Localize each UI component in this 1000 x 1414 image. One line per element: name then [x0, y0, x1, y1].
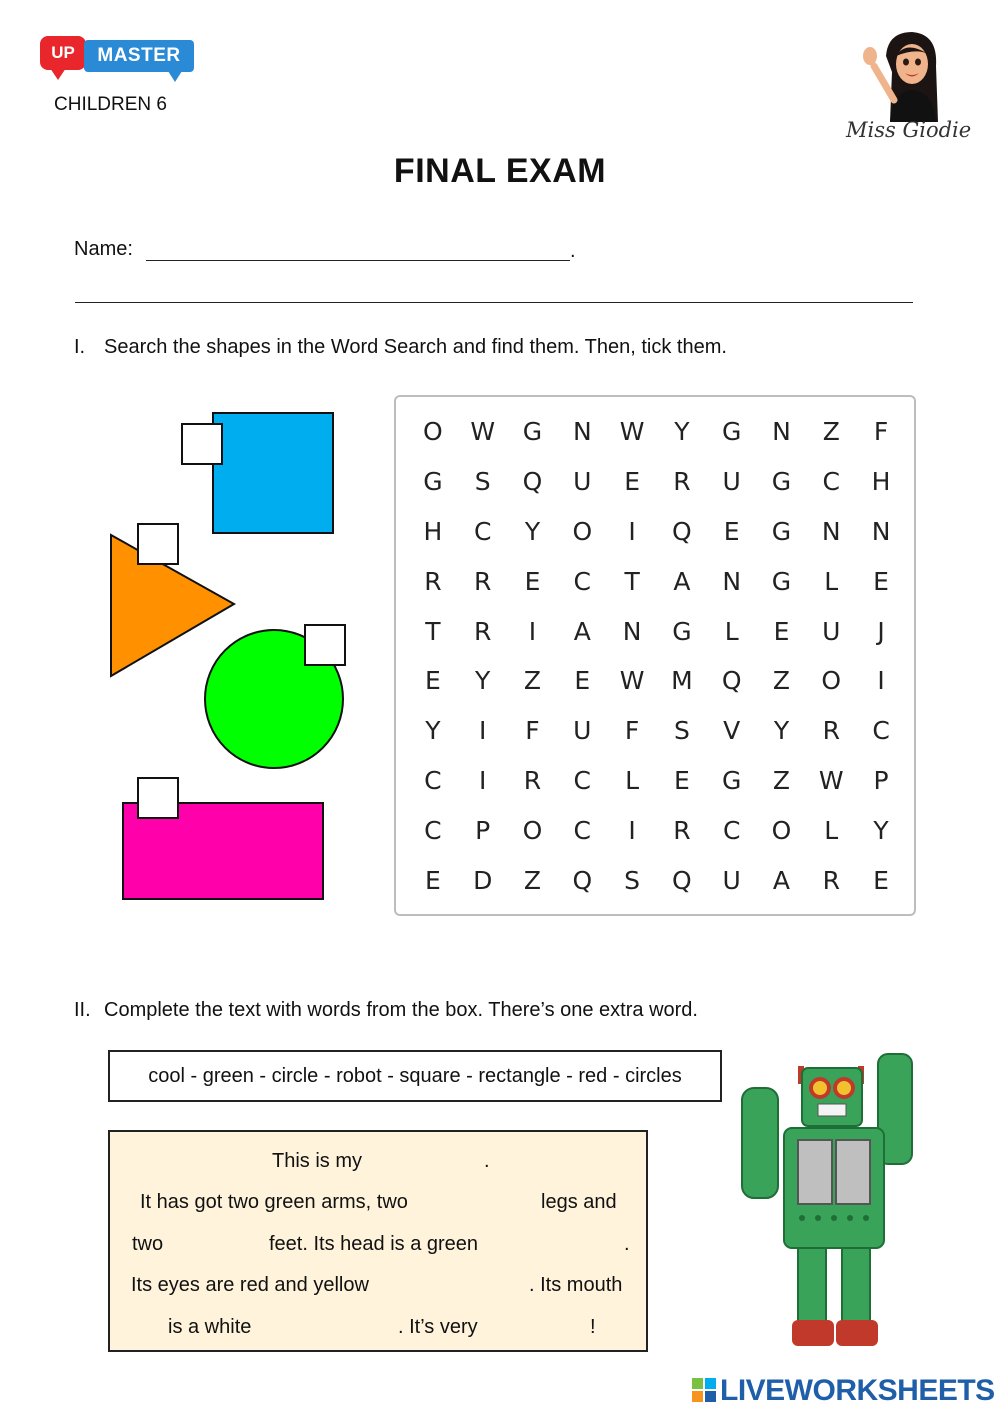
word-search-cell[interactable]: G	[771, 467, 792, 497]
word-search-cell[interactable]: N	[871, 516, 891, 546]
tickbox-square[interactable]	[181, 423, 223, 465]
word-search-cell[interactable]: U	[573, 467, 592, 497]
word-search-cell[interactable]: D	[473, 865, 493, 895]
blue-square-shape	[212, 412, 334, 534]
word-search-cell[interactable]: I	[528, 616, 537, 646]
passage-text: It has got two green arms, two	[140, 1191, 408, 1213]
word-search-cell[interactable]: R	[523, 765, 542, 795]
word-search-grid	[408, 407, 906, 905]
section2-number: II.	[74, 999, 91, 1021]
word-search-cell[interactable]: R	[673, 467, 691, 497]
word-search-cell[interactable]: R	[822, 865, 840, 895]
word-search-cell[interactable]: H	[423, 516, 443, 546]
passage-text: . It’s very	[398, 1316, 478, 1338]
word-search-cell[interactable]: Q	[672, 865, 692, 895]
teacher-signature: Miss Giodie	[846, 118, 972, 142]
word-search-cell[interactable]: N	[722, 566, 742, 596]
word-search-cell[interactable]: O	[572, 516, 593, 546]
word-search-cell[interactable]: W	[818, 765, 844, 795]
word-search-cell[interactable]: N	[622, 616, 642, 646]
word-search-box	[394, 395, 916, 916]
word-search-cell[interactable]: E	[425, 666, 441, 696]
word-search-cell[interactable]: Y	[674, 417, 690, 447]
passage-text: .	[624, 1233, 630, 1255]
word-search-cell[interactable]: E	[873, 865, 889, 895]
word-search-cell[interactable]: M	[671, 666, 693, 696]
word-search-cell[interactable]: E	[773, 616, 790, 646]
word-search-cell[interactable]: N	[821, 516, 841, 546]
word-search-cell[interactable]: E	[574, 666, 591, 696]
word-search-cell[interactable]: Z	[523, 666, 542, 696]
word-search-cell[interactable]: I	[479, 765, 487, 795]
word-search-cell[interactable]: N	[772, 417, 791, 447]
word-search-cell[interactable]: C	[822, 467, 840, 497]
word-search-cell[interactable]: L	[824, 566, 839, 596]
section1-number: I.	[74, 336, 86, 358]
word-search-cell[interactable]: I	[479, 716, 487, 746]
word-bank: cool - green - circle - robot - square - rectangle - red - circles	[108, 1050, 722, 1102]
logo-up-badge: UP	[40, 36, 86, 70]
blank-5[interactable]	[396, 1272, 528, 1296]
tickbox-rectangle[interactable]	[137, 777, 179, 819]
word-search-cell[interactable]: A	[573, 616, 591, 646]
word-search-cell[interactable]: O	[821, 666, 842, 696]
teacher-avatar-icon	[856, 26, 956, 126]
word-search-cell[interactable]: C	[424, 815, 442, 845]
word-search-cell[interactable]: C	[573, 815, 592, 845]
word-search-cell[interactable]: E	[723, 516, 740, 546]
blank-3[interactable]	[172, 1231, 268, 1255]
passage-text: legs and	[541, 1191, 617, 1213]
section2-instruction	[74, 999, 698, 1022]
word-search-cell[interactable]: I	[628, 815, 636, 845]
word-search-cell[interactable]: U	[722, 865, 741, 895]
word-search-cell[interactable]: Y	[524, 516, 541, 546]
word-search-cell[interactable]: G	[771, 566, 792, 596]
word-search-cell[interactable]: T	[624, 566, 640, 596]
word-search-cell[interactable]: F	[873, 417, 889, 447]
word-search-cell[interactable]: G	[423, 467, 443, 497]
word-search-cell[interactable]: U	[573, 716, 592, 746]
word-search-cell[interactable]: Q	[672, 516, 692, 546]
passage-box	[108, 1130, 648, 1352]
word-search-cell[interactable]: F	[624, 716, 640, 746]
word-search-cell[interactable]: Y	[873, 815, 889, 845]
word-search-cell[interactable]: C	[573, 566, 592, 596]
word-search-cell[interactable]: W	[619, 417, 645, 447]
word-search-cell[interactable]: H	[871, 467, 891, 497]
passage-text: .	[484, 1150, 490, 1172]
word-search-cell[interactable]: E	[425, 865, 441, 895]
word-search-cell[interactable]: O	[423, 417, 443, 447]
word-search-cell[interactable]: A	[772, 865, 791, 895]
divider	[75, 302, 913, 303]
word-search-cell[interactable]: U	[722, 467, 741, 497]
passage-text: . Its mouth	[529, 1274, 623, 1296]
word-search-cell[interactable]: Z	[822, 417, 840, 447]
upmaster-logo	[40, 36, 194, 88]
word-search-cell[interactable]: G	[771, 516, 792, 546]
blank-6[interactable]	[264, 1314, 396, 1338]
section1-instruction	[74, 336, 727, 359]
blank-2[interactable]	[436, 1189, 538, 1213]
word-search-cell[interactable]: V	[723, 716, 741, 746]
word-search-cell[interactable]: C	[473, 516, 492, 546]
word-search-cell[interactable]: E	[624, 467, 640, 497]
word-search-cell[interactable]: O	[522, 815, 543, 845]
word-search-cell[interactable]: C	[573, 765, 592, 795]
word-search-cell[interactable]: J	[877, 616, 885, 646]
name-label: Name:	[74, 238, 133, 260]
word-search-cell[interactable]: O	[771, 815, 792, 845]
word-search-cell[interactable]: S	[474, 467, 491, 497]
word-search-cell[interactable]: C	[872, 716, 890, 746]
word-search-cell[interactable]: P	[873, 765, 889, 795]
word-search-cell[interactable]: S	[673, 716, 690, 746]
blank-4[interactable]	[502, 1231, 622, 1255]
robot-illustration-icon	[738, 1048, 918, 1354]
word-search-cell[interactable]: Y	[425, 716, 441, 746]
word-search-cell[interactable]: G	[672, 616, 692, 646]
level-label: CHILDREN 6	[54, 94, 167, 115]
word-search-cell[interactable]: G	[522, 417, 543, 447]
word-search-cell[interactable]: R	[673, 815, 691, 845]
word-search-cell[interactable]: E	[524, 566, 541, 596]
word-search-cell[interactable]: Y	[475, 666, 491, 696]
word-search-cell[interactable]: Z	[523, 865, 542, 895]
word-search-cell[interactable]: C	[722, 815, 741, 845]
word-search-cell[interactable]: L	[724, 616, 739, 646]
passage-text: two	[132, 1233, 164, 1255]
word-search-cell[interactable]: Q	[721, 666, 742, 696]
word-search-cell[interactable]: Z	[772, 765, 791, 795]
passage-text: !	[590, 1316, 596, 1338]
tickbox-circle[interactable]	[304, 624, 346, 666]
word-search-cell[interactable]: G	[721, 765, 742, 795]
word-search-cell[interactable]: I	[628, 516, 636, 546]
word-search-cell[interactable]: T	[425, 616, 441, 646]
word-search-cell[interactable]: F	[525, 716, 540, 746]
word-search-cell[interactable]: R	[822, 716, 840, 746]
word-search-cell[interactable]: C	[424, 765, 442, 795]
word-search-cell[interactable]: Z	[772, 666, 791, 696]
word-search-cell[interactable]: Q	[522, 467, 543, 497]
liveworksheets-icon	[692, 1378, 716, 1402]
blank-7[interactable]	[496, 1314, 588, 1338]
word-search-cell[interactable]: L	[625, 765, 640, 795]
word-search-cell[interactable]: R	[474, 616, 492, 646]
page-title: FINAL EXAM	[393, 152, 607, 190]
word-search-cell[interactable]: W	[619, 666, 645, 696]
word-search-cell[interactable]: S	[624, 865, 641, 895]
blank-1[interactable]	[380, 1148, 484, 1172]
word-search-cell[interactable]: R	[424, 566, 442, 596]
section1-text: Search the shapes in the Word Search and find them. Then, tick them.	[104, 336, 727, 358]
word-search-cell[interactable]: W	[470, 417, 496, 447]
word-search-cell[interactable]: E	[873, 566, 889, 596]
word-search-cell[interactable]: N	[572, 417, 592, 447]
name-input-line[interactable]	[146, 260, 570, 261]
word-search-cell[interactable]: A	[673, 566, 691, 596]
passage-text: feet. Its head is a green	[269, 1233, 479, 1255]
tickbox-triangle[interactable]	[137, 523, 179, 565]
word-search-cell[interactable]: E	[673, 765, 690, 795]
word-search-cell[interactable]: P	[475, 815, 491, 845]
word-search-cell[interactable]: I	[877, 666, 885, 696]
word-search-cell[interactable]: Q	[572, 865, 593, 895]
word-search-cell[interactable]: R	[474, 566, 492, 596]
word-search-cell[interactable]: Y	[773, 716, 790, 746]
word-search-cell[interactable]: U	[822, 616, 841, 646]
passage-text: is a white	[168, 1316, 252, 1338]
section2-text: Complete the text with words from the box. There’s one extra word.	[104, 999, 698, 1021]
liveworksheets-wordmark: LIVEWORKSHEETS	[720, 1374, 995, 1407]
passage-text: This is my	[272, 1150, 362, 1172]
logo-master-badge: MASTER	[84, 40, 194, 72]
word-search-cell[interactable]: G	[721, 417, 742, 447]
passage-text: Its eyes are red and yellow	[131, 1274, 369, 1296]
word-search-cell[interactable]: L	[824, 815, 839, 845]
name-end-period: .	[570, 240, 576, 262]
